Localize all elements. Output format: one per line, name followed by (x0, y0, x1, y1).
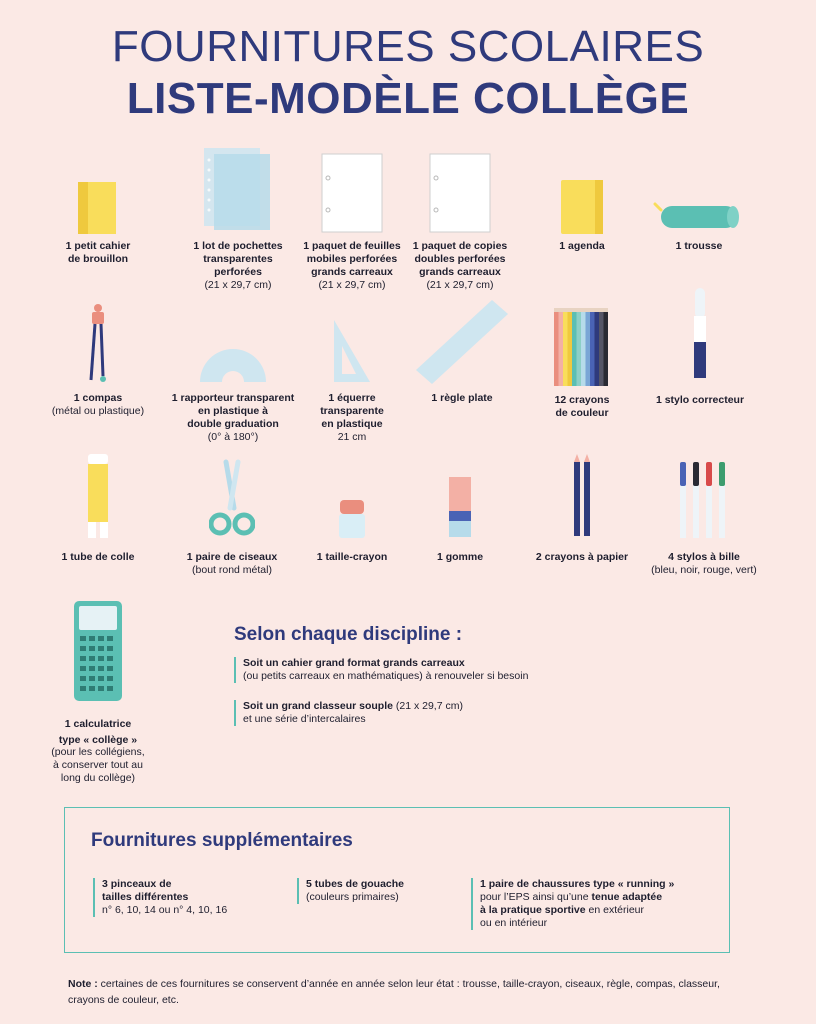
item-taille-crayon (300, 480, 404, 574)
item-note: (bout rond métal) (192, 564, 272, 576)
color-pencils-icon (554, 306, 610, 386)
pencil-sharpener-icon (337, 498, 367, 540)
discipline-title: Selon chaque discipline : (234, 624, 463, 645)
glue-stick-icon (87, 454, 109, 538)
item-calculatrice (38, 600, 158, 786)
item-ciseaux (172, 454, 292, 584)
footer-note (68, 976, 748, 1008)
item-label: 1 petit cahier de brouillon (65, 240, 131, 265)
item-cahier-brouillon (48, 170, 148, 280)
item-label: 1 agenda (559, 240, 605, 252)
item-label: 1 lot de pochettes transparentes perforées (193, 240, 283, 278)
supp-bold-2: tenue adaptée à la pratique sportive (480, 891, 663, 916)
entry-text: et une série d’intercalaires (243, 713, 366, 725)
calculator-icon (73, 600, 123, 702)
supplementary-box (64, 807, 730, 953)
note-label: Note : (68, 978, 98, 990)
item-label: 1 gomme (436, 551, 484, 563)
item-label: 1 règle plate (431, 392, 493, 404)
item-stylos-bille (634, 458, 774, 588)
compass-icon (86, 302, 110, 384)
item-agenda (532, 170, 632, 260)
supp-text-2: en extérieur ou en intérieur (480, 904, 644, 929)
item-note: (métal ou plastique) (51, 405, 145, 417)
item-crayons-papier (524, 454, 640, 574)
item-regle (410, 298, 514, 418)
item-label: 1 paire de ciseaux (186, 551, 278, 563)
entry-size: (21 x 29,7 cm) (392, 700, 463, 712)
supp-text: n° 6, 10, 14 ou n° 4, 10, 16 (102, 904, 228, 916)
item-trousse (648, 170, 750, 260)
notebook-icon (76, 180, 120, 236)
item-note: (bleu, noir, rouge, vert) (651, 564, 757, 576)
entry-bold: Soit un grand classeur souple (243, 700, 393, 712)
item-label: 1 trousse (675, 240, 723, 252)
item-equerre (300, 300, 404, 446)
item-label: 1 calculatrice type « collège » (58, 718, 138, 746)
item-note: (pour les collégiens, à conserver tout au long du collège) (51, 746, 145, 784)
supp-gouache (297, 878, 466, 904)
item-colle (48, 454, 148, 574)
supp-text: (couleurs primaires) (306, 891, 399, 903)
supplementary-title: Fournitures supplémentaires (91, 830, 353, 851)
item-note: (21 x 29,7 cm) (426, 279, 494, 291)
note-text: certaines de ces fournitures se conservent d’année en année selon leur état : trousse, taille-crayon, ciseaux, règle, compas, classeur, crayons de couleur, etc. (68, 978, 720, 1006)
item-label: 1 stylo correcteur (655, 394, 745, 406)
ballpoint-pens-icon (678, 458, 730, 540)
item-label: 1 tube de colle (61, 551, 135, 563)
double-sheets-icon (428, 152, 492, 234)
eraser-icon (448, 476, 472, 540)
item-label: 1 rapporteur transparent en plastique à double graduation (171, 392, 295, 430)
paper-sheets-icon (320, 152, 384, 234)
item-label: 1 paquet de copies doubles perforées grands carreaux (412, 240, 508, 278)
item-copies (404, 150, 516, 296)
pencil-case-icon (653, 200, 745, 232)
item-note: (0° à 180°) (207, 431, 259, 443)
page-title-line1: FOURNITURES SCOLAIRES (111, 22, 705, 71)
item-label: 12 crayons de couleur (554, 394, 610, 419)
supp-pinceaux (93, 878, 272, 917)
item-label: 4 stylos à bille (668, 551, 740, 563)
item-pochettes (176, 146, 300, 296)
entry-bold: Soit un cahier grand format grands carreaux (243, 657, 465, 669)
item-note: 21 cm (337, 431, 367, 443)
item-label: 1 taille-crayon (316, 551, 388, 563)
set-square-icon (330, 318, 374, 384)
entry-text: (ou petits carreaux en mathématiques) à renouveler si besoin (243, 670, 529, 682)
graphite-pencils-icon (572, 454, 592, 538)
supp-chaussures (471, 878, 700, 930)
item-label: 1 compas (73, 392, 123, 404)
item-label: 1 équerre transparente en plastique (320, 392, 384, 430)
ruler-icon (414, 298, 510, 386)
item-crayons-couleur (532, 302, 632, 422)
scissors-icon (209, 458, 255, 542)
item-rapporteur (166, 300, 300, 446)
correction-pen-icon (691, 288, 709, 380)
item-gomme (410, 470, 510, 574)
supp-bold: 5 tubes de gouache (306, 878, 405, 890)
item-label: 1 paquet de feuilles mobiles perforées grands carreaux (303, 240, 401, 278)
item-label: 2 crayons à papier (535, 551, 629, 563)
item-compas (40, 300, 156, 420)
protractor-icon (198, 344, 268, 384)
item-note: (21 x 29,7 cm) (204, 279, 272, 291)
supp-bold: 3 pinceaux de tailles différentes (102, 878, 189, 903)
supp-bold: 1 paire de chaussures type « running » (480, 878, 675, 890)
agenda-icon (559, 178, 605, 236)
discipline-entry-classeur (234, 700, 463, 726)
supp-text: pour l’EPS ainsi qu’une (480, 891, 592, 903)
item-correcteur (648, 288, 752, 418)
discipline-entry-cahier (234, 657, 528, 683)
sheet-protectors-icon (202, 146, 274, 232)
item-note: (21 x 29,7 cm) (318, 279, 386, 291)
page-title-line2: LISTE-MODÈLE COLLÈGE (126, 74, 690, 123)
item-feuilles (296, 150, 408, 296)
